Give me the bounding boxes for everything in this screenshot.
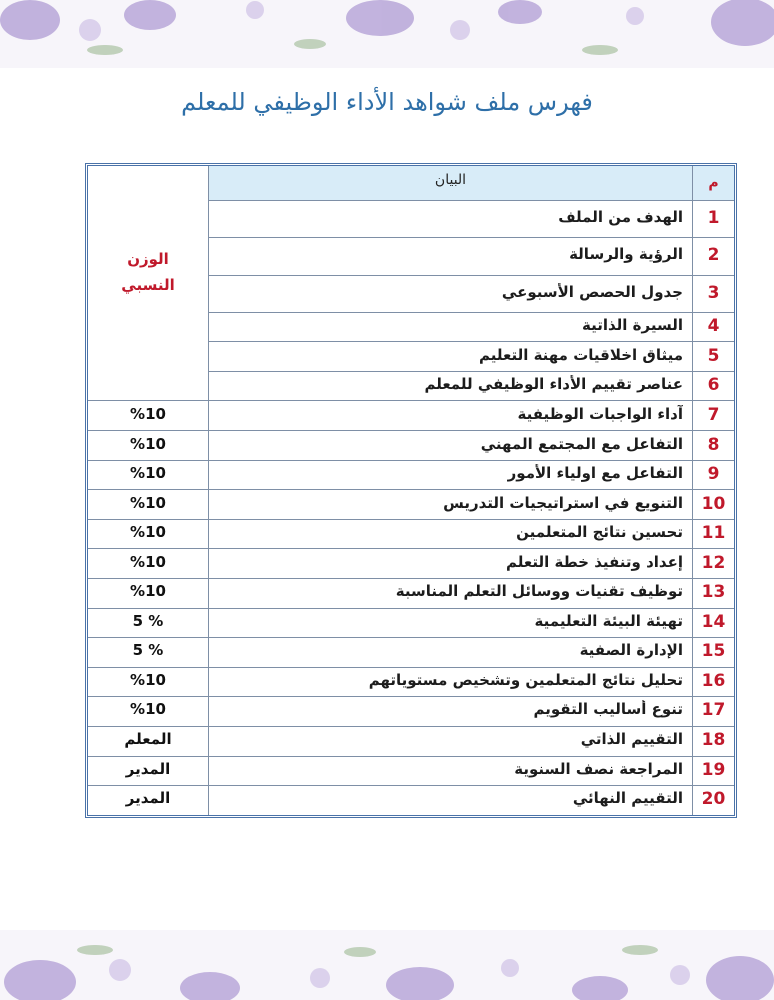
row-line <box>209 341 734 342</box>
row-weight: %10 <box>130 435 166 453</box>
row-line <box>209 312 734 313</box>
row-item: السيرة الذاتية <box>581 316 683 334</box>
row-item: توظيف تقنيات ووسائل التعلم المناسبة <box>395 582 683 600</box>
row-number: 3 <box>707 283 720 303</box>
row-line <box>209 275 734 276</box>
row-line <box>88 756 734 757</box>
row-weight: %10 <box>130 405 166 423</box>
header-number: م <box>708 175 719 191</box>
row-item: تنوع أساليب التقويم <box>533 700 683 718</box>
row-weight: %10 <box>130 464 166 482</box>
row-weight: %10 <box>130 582 166 600</box>
row-line <box>88 696 734 697</box>
divider-weight <box>208 166 209 815</box>
index-table <box>85 163 737 818</box>
row-number: 19 <box>701 760 726 780</box>
row-line <box>88 460 734 461</box>
row-number: 20 <box>701 789 726 809</box>
row-line <box>88 726 734 727</box>
row-weight: المعلم <box>124 730 172 748</box>
row-item: عناصر تقييم الأداء الوظيفي للمعلم <box>424 375 683 393</box>
row-number: 15 <box>701 641 726 661</box>
row-weight: المدير <box>125 789 171 807</box>
row-number: 12 <box>701 553 726 573</box>
row-weight: %10 <box>130 700 166 718</box>
row-number: 7 <box>707 405 720 425</box>
row-number: 8 <box>707 435 720 455</box>
row-item: ميثاق اخلاقيات مهنة التعليم <box>478 346 683 364</box>
row-line <box>88 608 734 609</box>
row-weight: %10 <box>130 553 166 571</box>
row-line <box>88 578 734 579</box>
row-line <box>209 237 734 238</box>
row-line <box>88 430 734 431</box>
row-line <box>88 400 734 401</box>
row-number: 4 <box>707 316 720 336</box>
row-item: آداء الواجبات الوظيفية <box>517 405 683 423</box>
row-number: 11 <box>701 523 726 543</box>
row-line <box>88 519 734 520</box>
row-item: التقييم النهائي <box>572 789 683 807</box>
row-weight: %10 <box>130 523 166 541</box>
row-number: 9 <box>707 464 720 484</box>
row-line <box>88 548 734 549</box>
row-number: 18 <box>701 730 726 750</box>
row-line <box>88 667 734 668</box>
row-number: 13 <box>701 582 726 602</box>
weight-header <box>88 246 208 298</box>
row-item: تهيئة البيئة التعليمية <box>534 612 683 630</box>
row-number: 1 <box>707 208 720 228</box>
row-item: التنويع في استراتيجيات التدريس <box>443 494 683 512</box>
row-number: 14 <box>701 612 726 632</box>
row-item: الهدف من الملف <box>558 208 683 226</box>
row-item: الرؤية والرسالة <box>569 245 683 263</box>
row-item: الإدارة الصفية <box>579 641 683 659</box>
row-number: 16 <box>701 671 726 691</box>
row-weight: %10 <box>130 671 166 689</box>
row-item: تحسين نتائج المتعلمين <box>516 523 683 541</box>
row-item: التفاعل مع المجتمع المهني <box>480 435 683 453</box>
row-weight: %10 <box>130 494 166 512</box>
row-item: التفاعل مع اولياء الأمور <box>507 464 683 482</box>
row-number: 6 <box>707 375 720 395</box>
row-line <box>88 785 734 786</box>
row-number: 17 <box>701 700 726 720</box>
row-weight: 5 % <box>132 641 164 659</box>
row-item: جدول الحصص الأسبوعي <box>501 283 683 301</box>
row-line <box>209 371 734 372</box>
row-number: 10 <box>701 494 726 514</box>
row-line <box>88 637 734 638</box>
floral-border-top <box>0 0 774 68</box>
row-number: 5 <box>707 346 720 366</box>
row-item: تحليل نتائج المتعلمين وتشخيص مستوياتهم <box>368 671 683 689</box>
row-line <box>88 489 734 490</box>
row-item: إعداد وتنفيذ خطة التعلم <box>506 553 683 571</box>
row-line <box>209 200 734 201</box>
weight-header-line2: النسبي <box>121 276 175 294</box>
row-item: التقييم الذاتي <box>580 730 683 748</box>
row-item: المراجعة نصف السنوية <box>514 760 683 778</box>
row-number: 2 <box>707 245 720 265</box>
header-statement: البيان <box>434 172 467 188</box>
row-weight: 5 % <box>132 612 164 630</box>
floral-border-bottom <box>0 930 774 1000</box>
weight-header-line1: الوزن <box>127 250 169 268</box>
row-weight: المدير <box>125 760 171 778</box>
page-title: فهرس ملف شواهد الأداء الوظيفي للمعلم <box>181 88 593 116</box>
